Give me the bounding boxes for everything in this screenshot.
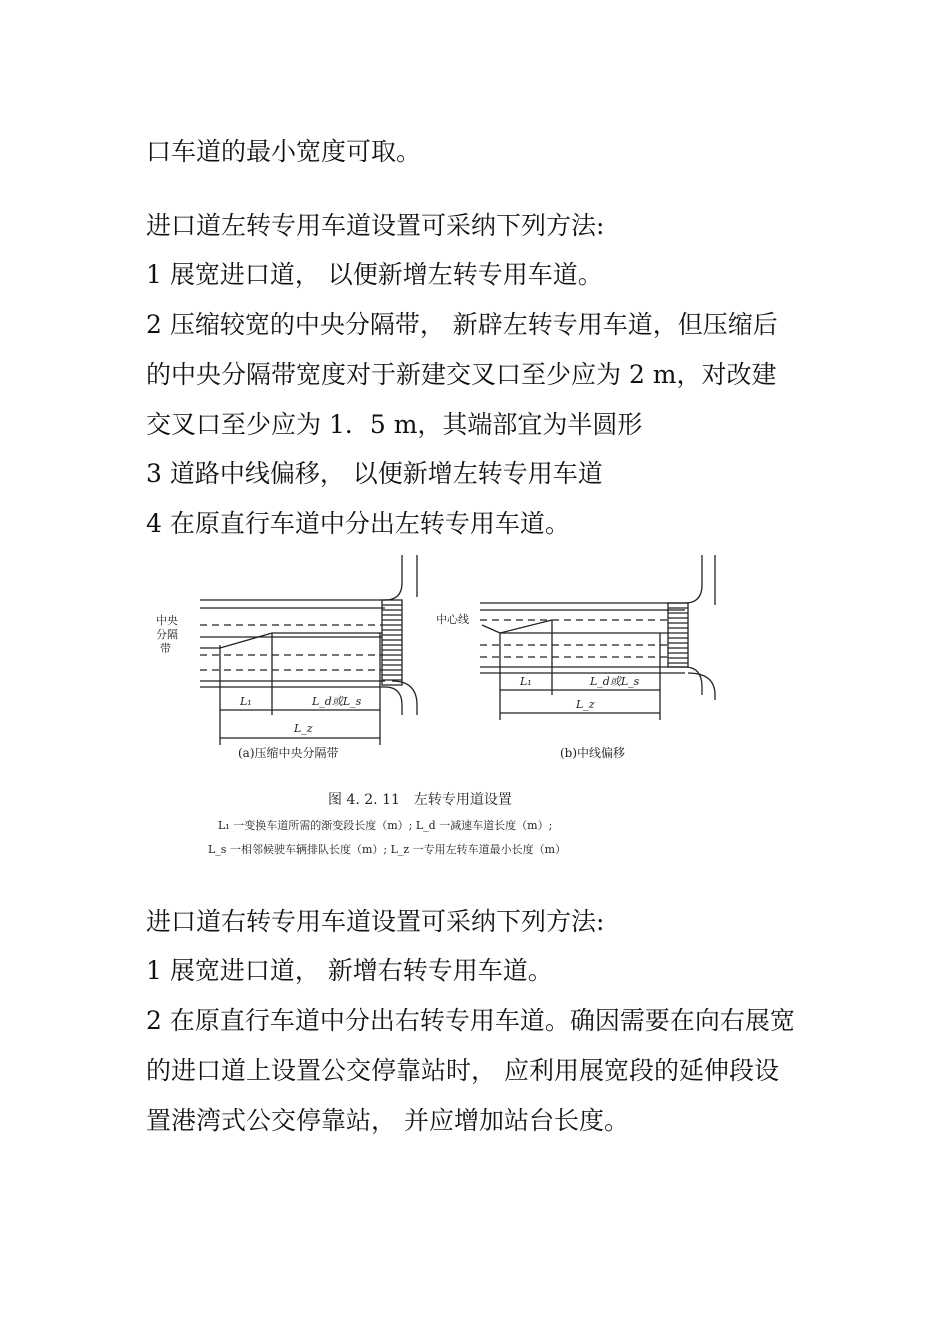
paragraph-line: 交叉口至少应为 1．5 m，其端部宜为半圆形 xyxy=(146,410,643,439)
figure-note-1: L₁ 一变换车道所需的渐变段长度（m）; L_d 一减速车道长度（m）; xyxy=(218,819,553,832)
figure-note-2: L_s 一相邻候驶车辆排队长度（m）; L_z 一专用左转车道最小长度（m） xyxy=(208,843,567,856)
paragraph-line: 4 在原直行车道中分出左转专用车道。 xyxy=(146,509,570,538)
paragraph-line: 进口道左转专用车道设置可采纳下列方法: xyxy=(146,211,605,240)
paragraph-line: 的进口道上设置公交停靠站时， 应利用展宽段的延伸段设 xyxy=(146,1056,779,1085)
figure-diagram xyxy=(140,545,720,865)
figure-left-turn-lane xyxy=(140,545,720,865)
paragraph-line: 进口道右转专用车道设置可采纳下列方法: xyxy=(146,907,605,936)
road-edge-a-top xyxy=(200,555,402,600)
paragraph-line: 口车道的最小宽度可取。 xyxy=(146,137,422,166)
dim-l1-b: L₁ xyxy=(520,675,532,688)
label-median-2: 分隔 xyxy=(156,628,178,641)
paragraph-line: 置港湾式公交停靠站， 并应增加站台长度。 xyxy=(146,1106,629,1135)
caption-b: (b)中线偏移 xyxy=(560,746,626,760)
figure-title: 图 4. 2. 11 左转专用道设置 xyxy=(328,792,512,808)
label-median-1: 中央 xyxy=(156,614,178,627)
label-centerline: 中心线 xyxy=(436,613,469,626)
paragraph-line: 1 展宽进口道， 新增右转专用车道。 xyxy=(146,956,553,985)
label-median-3: 带 xyxy=(160,642,171,655)
caption-a: (a)压缩中央分隔带 xyxy=(238,746,339,760)
dim-ld-b: L_d或L_s xyxy=(590,675,640,688)
dim-l1-a: L₁ xyxy=(240,695,252,708)
dim-lz-a: L_z xyxy=(294,722,313,735)
paragraph-line: 2 在原直行车道中分出右转专用车道。确因需要在向右展宽 xyxy=(146,1006,795,1035)
paragraph-line: 2 压缩较宽的中央分隔带， 新辟左转专用车道，但压缩后 xyxy=(146,310,778,339)
paragraph-line: 1 展宽进口道， 以便新增左转专用车道。 xyxy=(146,260,603,289)
paragraph-line: 的中央分隔带宽度对于新建交叉口至少应为 2 m，对改建 xyxy=(146,360,777,389)
crosswalk-b xyxy=(668,608,688,663)
dim-lz-b: L_z xyxy=(576,698,595,711)
crosswalk-a xyxy=(382,605,402,680)
dim-ld-a: L_d或L_s xyxy=(312,695,362,708)
paragraph-line: 3 道路中线偏移， 以便新增左转专用车道 xyxy=(146,459,603,488)
